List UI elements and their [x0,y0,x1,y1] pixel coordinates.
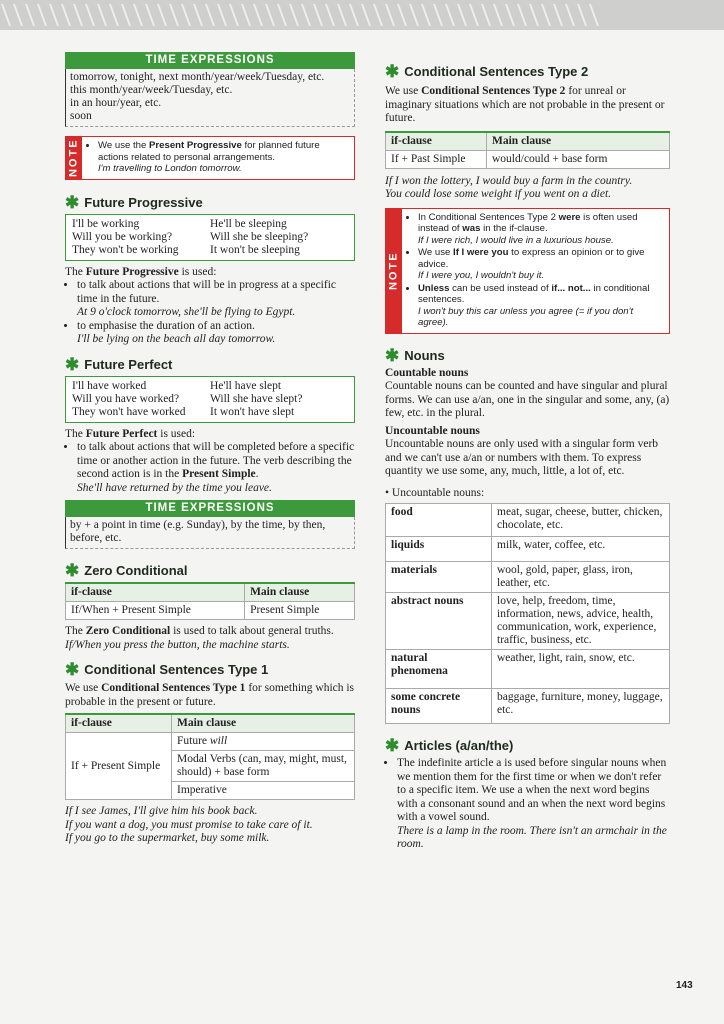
star-icon: ✱ [385,62,400,81]
table-cell: would/could + base form [487,150,670,168]
example-line: It won't have slept [210,405,295,418]
left-column [65,52,355,846]
time-expression-line: soon [70,110,92,122]
time-expression-line: in an hour/year, etc. [70,97,162,109]
time-expressions-box-2 [65,500,355,549]
subheading: Uncountable nouns [385,424,480,437]
star-icon: ✱ [65,192,80,212]
conditional-1-heading: ✱ Conditional Sentences Type 1 [65,660,269,679]
time-expression-line: tomorrow, tonight, next month/year/week/Tuesday, etc. [70,71,325,83]
top-decorative-band [0,0,724,30]
usage-bullet: • to emphasise the duration of an action. I'll be lying on the beach all day tomorrow. [77,320,355,347]
table-row [386,562,670,593]
table-cell: liquids [386,537,492,562]
table-cell: love, help, freedom, time, information, news, advice, health, communication, work, experience, traffic, business, etc. [492,593,670,650]
table-header: Main clause [172,714,355,733]
star-icon: ✱ [65,354,80,374]
future-progressive-box [65,214,355,261]
table-header: Main clause [245,583,355,602]
star-icon: ✱ [65,561,80,580]
example-line: I'll be working [72,217,140,230]
conditional-2-desc: We use Conditional Sentences Type 2 for unreal or imaginary situations which are not probable in the present or future. [385,85,665,124]
right-column [385,64,670,852]
example-line: He'll be sleeping [210,217,287,230]
example-line: Will she be sleeping? [210,230,309,243]
example-line: Will you have worked? [72,392,180,405]
future-progressive-intro: The Future Progressive is used: [65,265,217,278]
conditional-2-table [385,131,670,169]
future-perfect-heading: ✱ Future Perfect [65,354,173,374]
example-sentence: You could lose some weight if you went on a diet. [385,188,612,200]
table-cell: Imperative [172,782,355,800]
star-icon: ✱ [385,736,400,755]
future-perfect-box [65,376,355,423]
table-cell: Modal Verbs (can, may, might, must, should) + base form [172,751,355,782]
table-cell: If + Past Simple [386,150,487,168]
table-cell: If + Present Simple [66,733,172,800]
time-expression-line: by + a point in time (e.g. Sunday), by the time, by then, before, etc. [70,519,326,544]
conditional-1-table [65,713,355,800]
future-progressive-heading: ✱ Future Progressive [65,192,203,212]
example-sentence: If you want a dog, you must promise to take care of it. [65,818,313,831]
table-cell: Future will [172,733,355,751]
paragraph: Uncountable nouns are only used with a singular form verb and we can't use a/an or numbers with them. To express quantity we use some, any, much, little, a lot of, etc. [385,438,659,477]
example-sentence: If I see James, I'll give him his book back. [65,805,258,817]
time-expressions-box-1 [65,52,355,127]
note-bold: Present Progressive [149,140,242,151]
table-header: if-clause [66,714,172,733]
example-line: Will she have slept? [210,392,303,405]
note-box-1 [65,136,355,180]
example-line: It won't be sleeping [210,243,300,256]
table-row [386,504,670,537]
zero-conditional-table [65,582,355,620]
zero-conditional-heading: ✱ Zero Conditional [65,561,188,580]
page-number: 143 [676,980,693,991]
example-line: Will you be working? [72,230,173,243]
conditional-2-heading: ✱ Conditional Sentences Type 2 [385,62,589,81]
table-cell: meat, sugar, cheese, butter, chicken, chocolate, etc. [492,504,670,537]
uncountable-nouns-table [385,503,670,724]
zero-conditional-desc: The Zero Conditional is used to talk about general truths. [65,625,334,637]
table-cell: weather, light, rain, snow, etc. [492,650,670,689]
note-tab: NOTE [66,137,82,179]
star-icon: ✱ [385,345,400,365]
table-row [386,650,670,689]
table-cell: natural phenomena [386,650,492,689]
time-expression-line: this month/year/week/Tuesday, etc. [70,84,233,96]
table-header: if-clause [386,132,487,151]
note-text: for planned future actions related to personal arrangements. [98,140,320,163]
table-cell: Present Simple [245,602,355,620]
articles-heading: ✱ Articles (a/an/the) [385,736,514,755]
table-row [386,537,670,562]
example-line: He'll have slept [210,379,282,392]
subheading: Countable nouns [385,366,469,379]
example-sentence: If I won the lottery, I would buy a farm in the country. [385,174,633,187]
example-line: They won't be working [72,243,179,256]
note-bullet: • In Conditional Sentences Type 2 were is often used instead of was in the if-clause. If I were rich, I would live in a luxurious house. [418,212,663,247]
uncountable-list-title: • Uncountable nouns: [385,486,485,499]
note-example: I'm travelling to London tomorrow. [98,163,242,174]
table-cell: abstract nouns [386,593,492,650]
paragraph: Countable nouns can be counted and have singular and plural forms. We can use a/an, one in the singular and some, any, (a) few, etc. in the plural. [385,380,670,419]
table-header: Main clause [487,132,670,151]
nouns-heading: ✱ Nouns [385,345,445,365]
note-bullet: • We use If I were you to express an opinion or to give advice. If I were you, I wouldn't buy it. [418,247,663,282]
note-tab: NOTE [386,209,402,333]
table-row [386,593,670,650]
star-icon: ✱ [65,660,80,679]
table-cell: materials [386,562,492,593]
usage-bullet: • to talk about actions that will be completed before a specific time or another action in the future. The verb describing the second action is in the Present Simple. She'll have returned by the time you leave. [77,441,355,495]
table-cell: food [386,504,492,537]
usage-bullet: • to talk about actions that will be in progress at a specific time in the future. At 9 o'clock tomorrow, she'll be flying to Egypt. [77,279,355,320]
future-perfect-intro: The Future Perfect is used: [65,427,196,440]
example-sentence: If you go to the supermarket, buy some milk. [65,832,270,844]
example-sentence: If/When you press the button, the machine starts. [65,638,290,651]
table-cell: milk, water, coffee, etc. [492,537,670,562]
usage-bullet: • The indefinite article a is used before singular nouns when we mention them for the first time or when we don't refer to a specific item. We use a when the next word begins with a consonant sound and an when the next word begins with a vowel sound. There is a lamp in the room. There isn't an armchair in the room. [397,757,670,852]
table-cell: some concrete nouns [386,689,492,724]
table-row [386,689,670,724]
time-expressions-title: TIME EXPRESSIONS [65,500,355,517]
table-cell: If/When + Present Simple [66,602,245,620]
example-line: I'll have worked [72,379,147,392]
table-cell: wool, gold, paper, glass, iron, leather, etc. [492,562,670,593]
table-cell: baggage, furniture, money, luggage, etc. [492,689,670,724]
note-bullet: • Unless can be used instead of if... not... in conditional sentences. I won't buy this car unless you agree (= if you don't agree). [418,283,663,329]
time-expressions-title: TIME EXPRESSIONS [65,52,355,69]
example-line: They won't have worked [72,405,186,418]
note-text: We use the [98,140,150,151]
table-header: if-clause [66,583,245,602]
conditional-1-desc: We use Conditional Sentences Type 1 for something which is probable in the present or future. [65,682,355,708]
note-box-2 [385,208,670,334]
